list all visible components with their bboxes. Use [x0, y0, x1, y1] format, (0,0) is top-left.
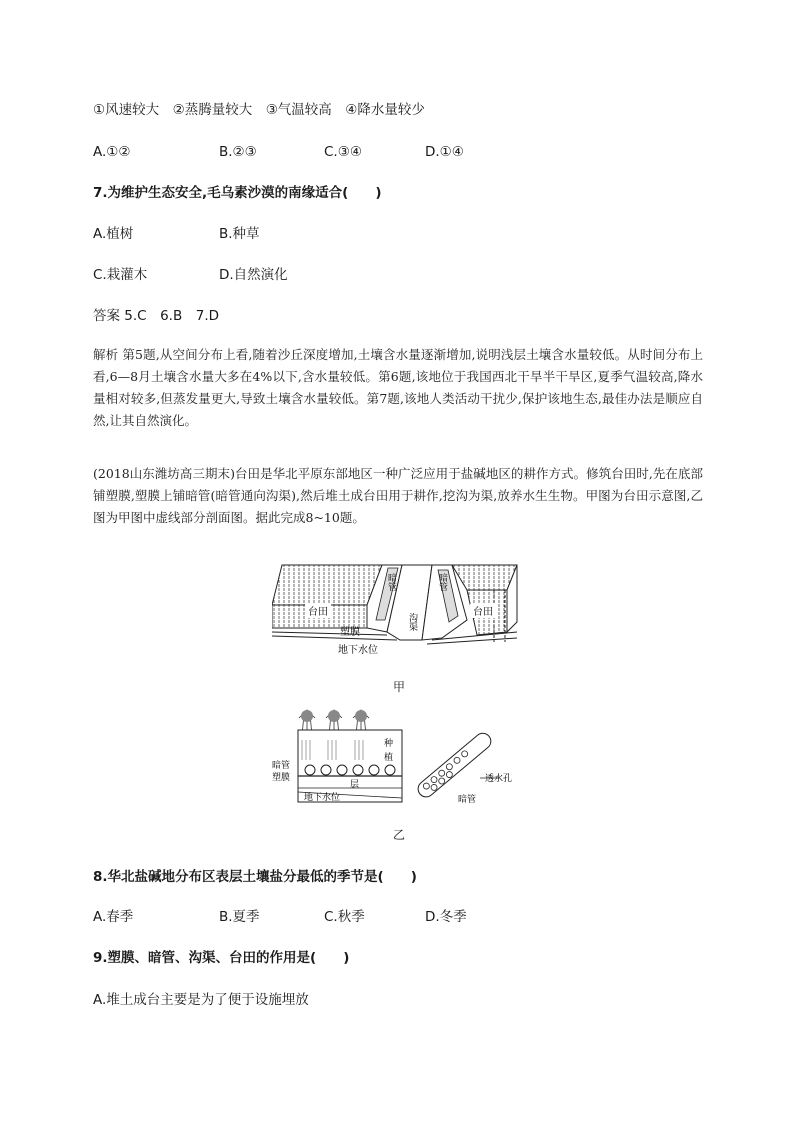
label-taitian-right: 台田 — [473, 607, 493, 618]
figure-jia — [272, 560, 522, 660]
q8-option-b[interactable]: B.夏季 — [219, 909, 260, 925]
q8-option-c[interactable]: C.秋季 — [324, 909, 365, 925]
q6-option-c[interactable]: C.③④ — [324, 144, 362, 160]
label-ceng: 层 — [350, 780, 360, 790]
label-sumo-yi: 塑膜 — [272, 773, 291, 783]
q7-option-d[interactable]: D.自然演化 — [219, 267, 288, 283]
q7-option-c[interactable]: C.栽灌木 — [93, 267, 148, 283]
q9-option-a[interactable]: A.堆土成台主要是为了便于设施埋放 — [93, 992, 309, 1008]
label-groundwater: 地下水位 — [338, 645, 378, 656]
label-anguan-detail: 暗管 — [458, 795, 477, 805]
label-zhongzhi-2: 植 — [384, 753, 394, 763]
intro-paragraph: (2018山东潍坊高三期末)台田是华北平原东部地区一种广泛应用于盐碱地区的耕作方式。修筑台田时,先在底部铺塑膜,塑膜上铺暗管(暗管通向沟渠),然后堆土成台田用于耕作,挖沟为渠,放养水生生物。甲图为台田示意图,乙图为甲图中虚线部分剖面图。据此完成8~10题。 — [93, 466, 703, 525]
label-taitian-left: 台田 — [308, 607, 328, 618]
q6-option-d[interactable]: D.①④ — [425, 144, 464, 160]
answer-line: 答案 5.C 6.B 7.D — [93, 308, 220, 324]
label-zhongzhi-1: 种 — [384, 739, 394, 749]
label-gouqu: 沟渠 — [407, 613, 417, 631]
label-anguan-yi: 暗管 — [272, 761, 291, 771]
q8-stem: 8.华北盐碱地分布区表层土壤盐分最低的季节是( ) — [93, 869, 417, 885]
q6-conditions: ①风速较大 ②蒸腾量较大 ③气温较高 ④降水量较少 — [93, 102, 425, 118]
explanation: 解析 第5题,从空间分布上看,随着沙丘深度增加,土壤含水量逐渐增加,说明浅层土壤含水量较低。从时间分布上看,6—8月土壤含水量大多在4%以下,含水量较低。第6题,该地位于我国西北干旱半干旱区,夏季气温较高,降水量相对较多,但蒸发量更大,导致土壤含水量较低。第7题,该地人类活动干扰少,保护该地生态,最佳办法是顺应自然,让其自然演化。 — [93, 347, 703, 428]
figure-yi — [272, 708, 522, 808]
label-groundwater-yi: 地下水位 — [304, 793, 341, 803]
label-anguan-left: 暗管 — [386, 573, 396, 591]
label-anguan-right: 暗管 — [437, 573, 447, 591]
q8-option-d[interactable]: D.冬季 — [425, 909, 467, 925]
q7-option-b[interactable]: B.种草 — [219, 226, 260, 242]
label-toushuikong: 透水孔 — [485, 774, 513, 784]
q6-option-b[interactable]: B.②③ — [219, 144, 257, 160]
label-sumo: 塑膜 — [340, 627, 360, 638]
q7-stem: 7.为维护生态安全,毛乌素沙漠的南缘适合( ) — [93, 185, 382, 201]
q9-stem: 9.塑膜、暗管、沟渠、台田的作用是( ) — [93, 950, 350, 966]
q8-option-a[interactable]: A.春季 — [93, 909, 134, 925]
figure-jia-caption: 甲 — [393, 680, 406, 694]
q6-option-a[interactable]: A.①② — [93, 144, 131, 160]
figure-yi-caption: 乙 — [393, 828, 406, 842]
q7-option-a[interactable]: A.植树 — [93, 226, 134, 242]
